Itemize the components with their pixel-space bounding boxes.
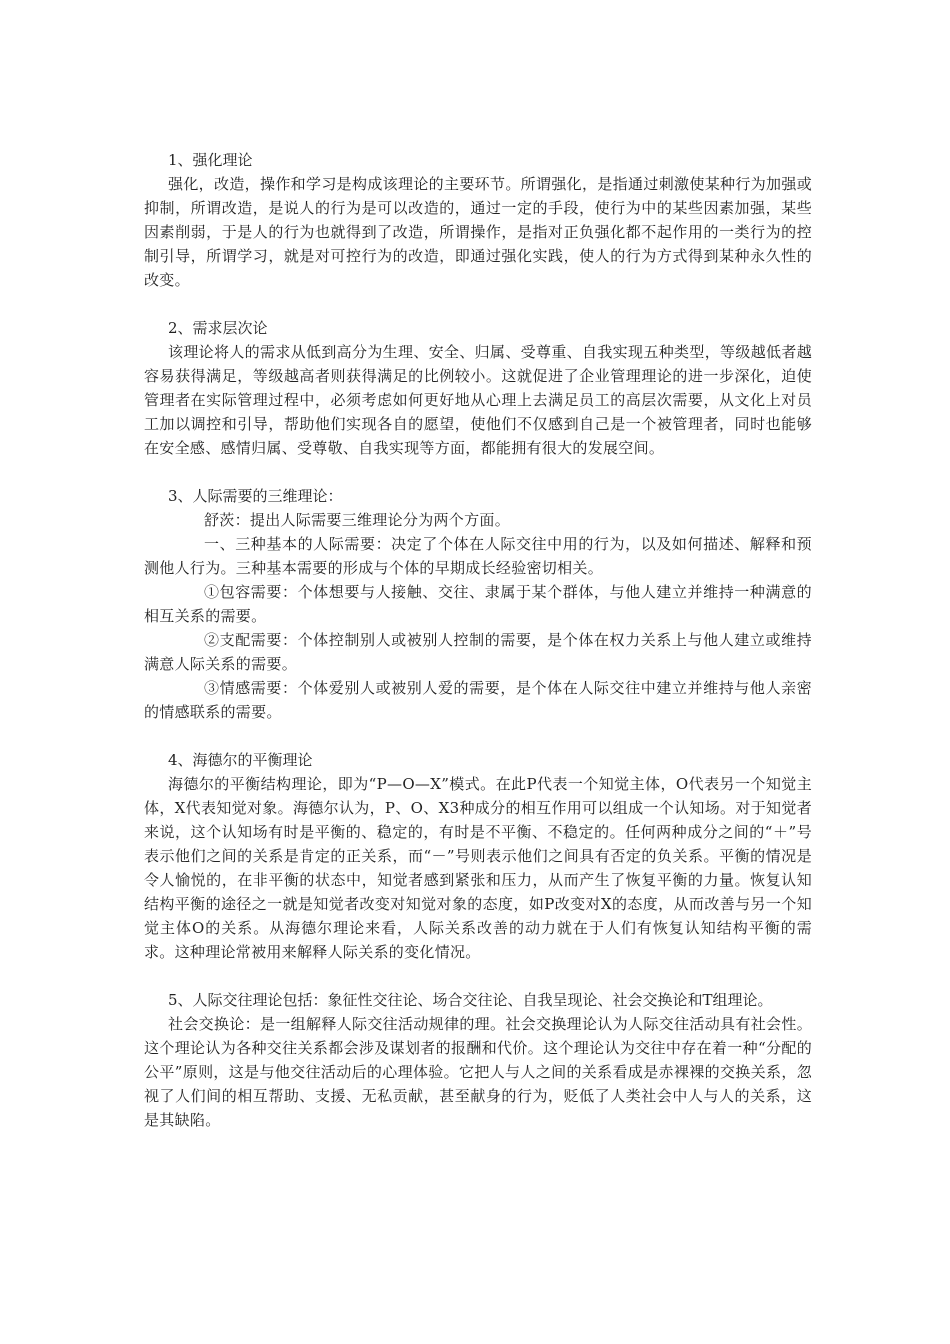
paragraph: 社会交换论：是一组解释人际交往活动规律的理。社会交换理论认为人际交往活动具有社会性。这个理论认为各种交往关系都会涉及谋划者的报酬和代价。这个理论认为交往中存在着一种“分配的公平”原则，这是与他交往活动后的心理体验。它把人与人之间的关系看成是赤裸裸的交换关系，忽视了人们间的相互帮助、支援、无私贡献，甚至献身的行为，贬低了人类社会中人与人的关系，这是其缺陷。 xyxy=(144,1015,812,1129)
section-heading: 1、强化理论 xyxy=(168,151,253,169)
document-body xyxy=(144,148,812,1132)
section-three-dimensional-theory xyxy=(144,484,812,724)
paragraph: 该理论将人的需求从低到高分为生理、安全、归属、受尊重、自我实现五种类型，等级越低者越容易获得满足，等级越高者则获得满足的比例较小。这就促进了企业管理理论的进一步深化，迫使管理者在实际管理过程中，必须考虑如何更好地从心理上去满足员工的高层次需要，从文化上对员工加以调控和引导，帮助他们实现各自的愿望，使他们不仅感到自己是一个被管理者，同时也能够在安全感、感情归属、受尊敬、自我实现等方面，都能拥有很大的发展空间。 xyxy=(144,343,812,457)
paragraph: ①包容需要：个体想要与人接触、交往、隶属于某个群体，与他人建立并维持一种满意的相互关系的需要。 xyxy=(144,583,812,625)
spacer xyxy=(144,964,812,988)
section-heading: 2、需求层次论 xyxy=(168,319,268,337)
section-heading: 4、海德尔的平衡理论 xyxy=(168,751,313,769)
section-heider-balance-theory xyxy=(144,748,812,964)
paragraph: ③情感需要：个体爱别人或被别人爱的需要，是个体在人际交往中建立并维持与他人亲密的情感联系的需要。 xyxy=(144,679,812,721)
section-reinforcement-theory xyxy=(144,148,812,292)
spacer xyxy=(144,460,812,484)
paragraph: 强化，改造，操作和学习是构成该理论的主要环节。所谓强化，是指通过刺激使某种行为加强或抑制，所谓改造，是说人的行为是可以改造的，通过一定的手段，使行为中的某些因素加强，某些因素削弱，于是人的行为也就得到了改造，所谓操作，是指对正负强化都不起作用的一类行为的控制引导，所谓学习，就是对可控行为的改造，即通过强化实践，使人的行为方式得到某种永久性的改变。 xyxy=(144,175,812,289)
paragraph: 海德尔的平衡结构理论，即为“P—O—X”模式。在此P代表一个知觉主体，O代表另一个知觉主体，X代表知觉对象。海德尔认为，P、O、X3种成分的相互作用可以组成一个认知场。对于知觉者来说，这个认知场有时是平衡的、稳定的，有时是不平衡、不稳定的。任何两种成分之间的“＋”号表示他们之间的关系是肯定的正关系，而“－”号则表示他们之间具有否定的负关系。平衡的情况是令人愉悦的，在非平衡的状态中，知觉者感到紧张和压力，从而产生了恢复平衡的力量。恢复认知结构平衡的途径之一就是知觉者改变对知觉对象的态度，如P改变对X的态度，从而改善与另一个知觉主体O的关系。从海德尔理论来看，人际关系改善的动力就在于人们有恢复认知结构平衡的需求。这种理论常被用来解释人际关系的变化情况。 xyxy=(144,775,812,961)
section-hierarchy-of-needs xyxy=(144,316,812,460)
paragraph: 舒茨：提出人际需要三维理论分为两个方面。 xyxy=(204,511,511,529)
spacer xyxy=(144,292,812,316)
section-interpersonal-interaction-theory xyxy=(144,988,812,1132)
spacer xyxy=(144,724,812,748)
section-heading: 3、人际需要的三维理论： xyxy=(168,487,343,505)
paragraph: ②支配需要：个体控制别人或被别人控制的需要，是个体在权力关系上与他人建立或维持满意人际关系的需要。 xyxy=(144,631,812,673)
section-heading: 5、人际交往理论包括：象征性交往论、场合交往论、自我呈现论、社会交换论和T组理论。 xyxy=(168,991,773,1009)
paragraph: 一、三种基本的人际需要：决定了个体在人际交往中用的行为，以及如何描述、解释和预测他人行为。三种基本需要的形成与个体的早期成长经验密切相关。 xyxy=(144,535,812,577)
